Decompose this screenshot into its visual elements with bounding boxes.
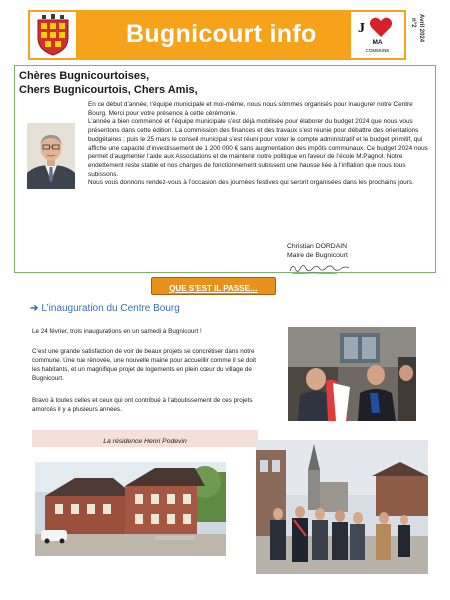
mayor-title: Maire de Bugnicourt <box>287 252 348 259</box>
residence-building-photo <box>35 462 226 556</box>
article-heading-text: L’inauguration du Centre Bourg <box>41 303 180 314</box>
newsletter-title: Bugnicourt info <box>126 20 317 48</box>
issue-date: Avril 2024 <box>418 14 424 43</box>
issue-number: n°2 <box>410 18 416 28</box>
masthead-banner <box>28 10 406 60</box>
editorial-text <box>88 101 433 188</box>
section-header-que-sest-il-passe <box>151 277 276 295</box>
handwritten-signature <box>287 259 352 277</box>
ribbon-cutting-photo <box>288 327 416 421</box>
caption-text: La résidence Henri Podevin <box>103 438 187 445</box>
editorial-paragraph: Nous vous donnons rendez-vous à l’occasion des journées festives qui seront organisées dans les prochains jours. <box>88 179 414 187</box>
logo-letter: J <box>358 21 365 36</box>
editorial-paragraph: En ce début d’année, l’équipe municipale et moi-même, nous nous sommes organisés pour inaugurer notre Centre Bourg. Merci pour votre présence à cette cérémonie. <box>88 101 413 117</box>
editorial-paragraph: L’année a bien commencé et l’équipe municipale s’est déjà mobilisée pour élaborer du budget 2024 que nous vous présentons dans cette édition. La commission des finances et des travaux s’est réunie pour débattre des orientations budgétaires ; puis le 25 mars le conseil municipal s’est réuni pour voter le compte administratif et le budget primitif, qui affiche une capacité d’investissement de 1 200 000 € sans augmentation des impôts communaux. Ce budget 2024 nous permet d’augmenter l’aide aux Associations et de maintenir notre politique en faveur de l’école M.Pagnol. Notre endettement reste stable et nos charges de fonctionnement subissent une hausse liée à l’inflation que nous tous subissons. <box>88 118 428 178</box>
section-title: QUE S’EST IL PASSE… <box>169 284 258 293</box>
logo-ma-text: MA <box>372 39 383 46</box>
photo-caption <box>32 430 258 447</box>
editorial-box <box>14 65 436 273</box>
greeting-line-2: Chers Bugnicourtois, Chers Amis, <box>19 84 198 96</box>
article-heading <box>30 303 180 314</box>
street-inauguration-photo <box>256 440 428 574</box>
mayor-portrait <box>27 123 75 189</box>
article-paragraph: Bravo à toutes celles et ceux qui ont contribué à l’aboutissement de ces projets amorcés il y a plusieurs années. <box>32 397 253 413</box>
logo-commune-text: COMMUNE <box>365 48 390 53</box>
signature-block <box>287 242 348 260</box>
mayor-name: Christian DORDAIN <box>287 243 348 250</box>
arrow-right-icon: ➔ <box>30 303 39 314</box>
heart-icon <box>369 16 393 38</box>
town-crest-logo <box>30 12 76 58</box>
article-paragraph: Le 24 février, trois inaugurations en un samedi à Bugnicourt ! <box>32 328 202 335</box>
greeting-line-1: Chères Bugnicourtoises, <box>19 70 150 82</box>
j-aime-ma-commune-logo <box>351 12 404 58</box>
article-paragraph: C’est une grande satisfaction de voir de beaux projets se concrétiser dans notre commune. Une rue rénovée, une nouvelle mairie pour accueillir comme il se doit les habitants, et un magnifique projet de logements en plein cœur du village de Bugnicourt. <box>32 348 256 382</box>
issue-info <box>408 14 426 70</box>
